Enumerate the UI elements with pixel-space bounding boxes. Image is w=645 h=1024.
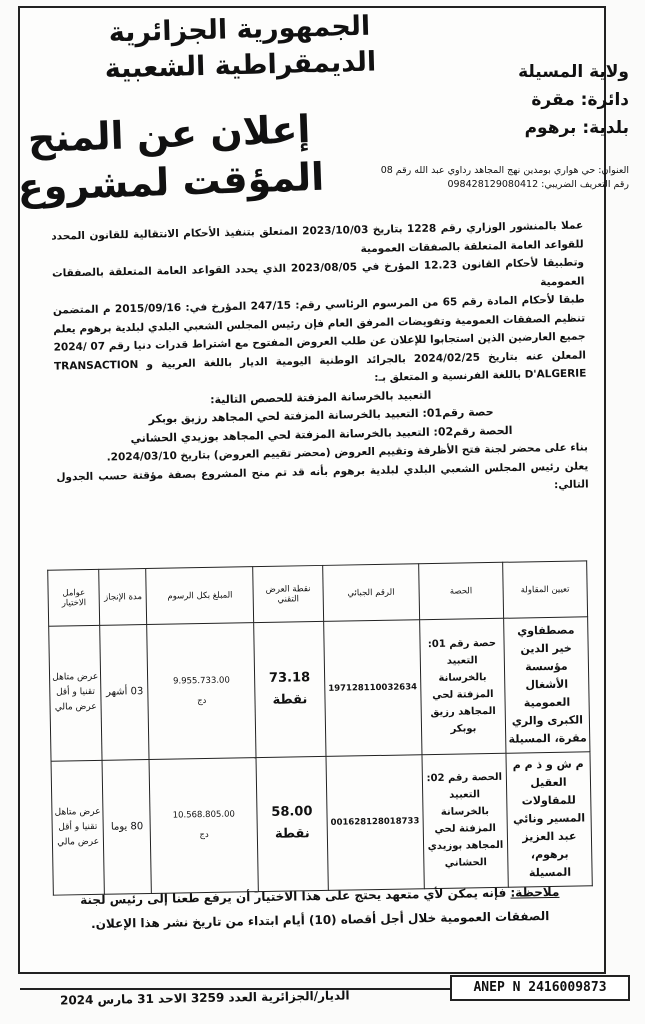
- header-company: تعيين المقاولة: [503, 561, 588, 618]
- table-row: [51, 751, 592, 895]
- score-value: 73.18: [268, 669, 311, 686]
- republic-title: الجمهورية الجزائرية الديمقراطية الشعبية: [104, 10, 377, 85]
- project-title: التعبيد بالخرسانة المزفتة للحصص التالية:: [210, 388, 432, 406]
- amount-cell: [149, 757, 258, 893]
- daira-line: دائرة: مقرة: [531, 90, 629, 110]
- amount-currency: دج: [197, 695, 207, 706]
- note-block: [54, 879, 587, 936]
- table-header-row: [48, 561, 588, 626]
- tax-number-cell: 001628128018733: [326, 754, 424, 890]
- duration-cell: 03 أشهر: [100, 625, 149, 760]
- newspaper-footer: الديار/الجزائرية العدد 3259 الاحد 31 مارس 2024: [59, 988, 350, 1008]
- criteria-cell: عرض متاهل تقنيا و أقل عرض مالي: [49, 625, 103, 760]
- duration-cell: 80 يوما: [102, 759, 151, 894]
- score-cell: [256, 756, 328, 892]
- baladiya-line: بلدية: برهوم: [524, 118, 629, 138]
- score-unit: نقطة: [274, 826, 310, 843]
- paragraph-award: يعلن رئيس المجلس الشعبي البلدي لبلدية برهوم بأنه قد تم منح المشروع بصفة مؤقتة حسب الجدول التالي:: [56, 459, 589, 492]
- paragraph-circular: عملا بالمنشور الوزاري رقم 1228 بتاريخ 2023/10/03 المتعلق بتنفيذ الأحكام الانتقالية للقانون المحدد للقواعد العامة المتعلقة بالصفقات العمومية: [51, 219, 584, 255]
- address-block: [309, 164, 629, 192]
- lot-1-line: حصة رقم01: التعبيد بالخرسانة المزفتة لحي المجاهد رزيق بوبكر: [148, 405, 494, 426]
- announcement-title: إعلان عن المنح المؤقت لمشروع: [16, 107, 325, 210]
- header-lot: الحصة: [419, 562, 504, 619]
- announcement-body: [51, 216, 589, 505]
- lot-cell: حصة رقم 01: التعبيد بالخرسانة المزفتة لحي المجاهد رزيق بوبكر: [420, 618, 506, 754]
- tax-id-line: رقم التعريف الضريبي: 098428129080412: [447, 179, 629, 190]
- issuing-authority: [459, 58, 629, 142]
- score-value: 58.00: [271, 804, 313, 821]
- header-criteria: عوامل الاختيار: [48, 569, 100, 626]
- amount-cell: [147, 623, 256, 759]
- header-duration: مدة الإنجاز: [99, 569, 147, 626]
- table-row: [49, 617, 590, 761]
- lot-2-line: الحصة رقم02: التعبيد بالخرسانة المزفتة لحي المجاهد بوزيدي الحشاني: [130, 423, 513, 445]
- score-unit: نقطة: [272, 691, 308, 708]
- amount-currency: دج: [199, 830, 209, 841]
- award-table: [47, 560, 593, 895]
- company-cell: مصطفاوي خير الدين مؤسسة الأشغال العمومية الكبرى والري مقرة، المسيلة: [504, 617, 590, 753]
- score-cell: [254, 621, 326, 757]
- amount-value: 10.568.805.00: [172, 809, 235, 821]
- note-label: ملاحظة:: [510, 884, 560, 900]
- lot-cell: الحصة رقم 02: التعبيد بالخرسانة المزفتة لحي المجاهد بوزيدي الحشاني: [422, 753, 508, 889]
- header-tax-number: الرقم الجبائي: [322, 564, 419, 622]
- anep-number-box: ANEP N 2416009873: [450, 975, 630, 1001]
- paragraph-decree: طبقا لأحكام المادة رقم 65 من المرسوم الرئاسي رقم: 247/15 المؤرخ في: 2015/09/16 م المتضمن تنظيم الصفقات العمومية وتفويضات المرفق العام فإن رئيس المجلس الشعبي البلدي لبلدية برهوم يعلم جميع العارضين الذين استجابوا للإعلان عن طلب العروض المفتوح مع اشتراط قدرات دنيا رقم 07 /2024 المعلن عنه بتاريخ 2024/02/25 بالجرائد الوطنية اليومية الديار باللغة العربية و TRANSACTION D'ALGERIE باللغة الفرنسية و المتعلق بـ:: [52, 293, 587, 384]
- criteria-cell: عرض متاهل تقنيا و أقل عرض مالي: [51, 760, 105, 895]
- paragraph-law: وتطبيقا لأحكام القانون 12.23 المؤرخ في 2023/08/05 الذي يحدد القواعد العامة المتعلقة بالصفقات العمومية: [51, 256, 585, 288]
- amount-value: 9.955.733.00: [172, 675, 230, 687]
- tax-number-cell: 197128110032634: [323, 620, 421, 756]
- paragraph-minutes: بناء على محضر لجنة فتح الأظرفة وتقييم العروض (محضر تقييم العروض) بتاريخ 2024/03/10.: [106, 441, 588, 464]
- address-line: العنوان: حي هواري بومدين نهج المجاهد رداوي عبد الله رقم 08: [380, 165, 629, 176]
- note-text: فإنه يمكن لأي متعهد يحتج على هذا الاختيار أن يرفع طعنا إلى رئيس لجنة الصفقات العمومية خلال أجل أقصاه (10) أيام ابتداء من تاريخ نشر هذا الإعلان.: [80, 885, 550, 931]
- award-table-wrapper: [47, 560, 593, 895]
- header-amount: المبلغ بكل الرسوم: [146, 567, 254, 625]
- wilaya-line: ولاية المسيلة: [518, 62, 629, 82]
- header-technical-score: نقطة العرض التقني: [253, 565, 324, 622]
- company-cell: م ش و ذ م م العقيل للمقاولات المسير ونائي عبد العزيز برهوم، المسيلة: [506, 751, 592, 887]
